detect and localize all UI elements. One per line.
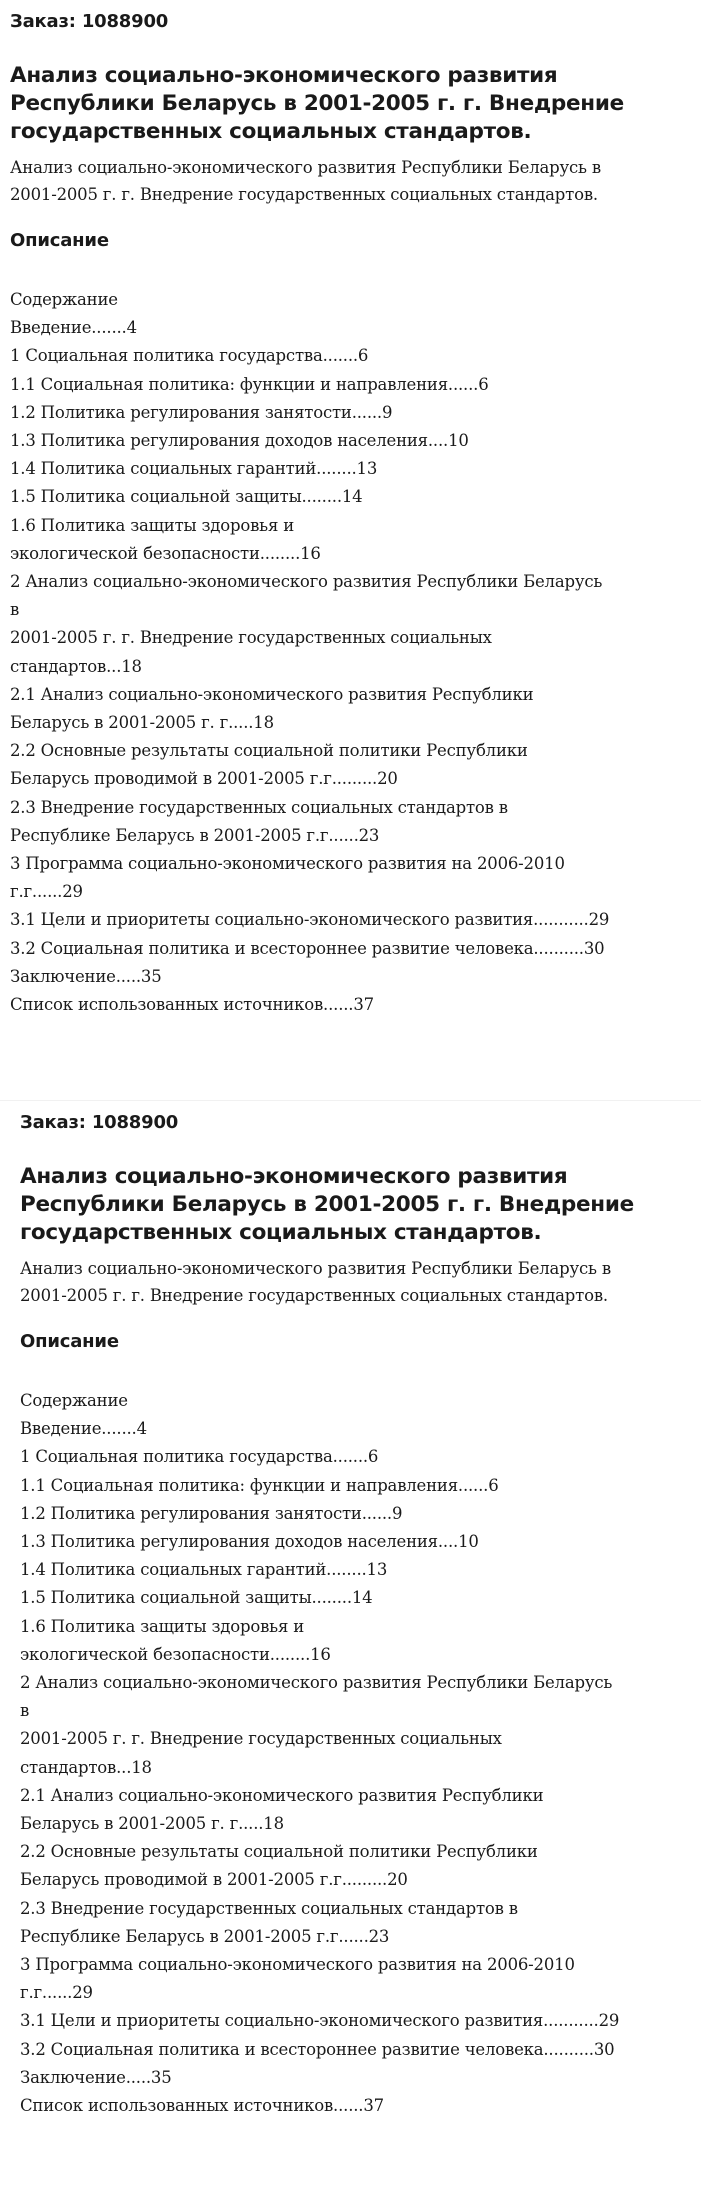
toc-line: 3.2 Социальная политика и всестороннее развитие человека..........30 (20, 2039, 615, 2059)
order-number: Заказ: 1088900 (10, 11, 169, 32)
order-number: Заказ: 1088900 (20, 1112, 179, 1133)
toc-line: 1.3 Политика регулирования доходов населения....10 (20, 1532, 479, 1552)
toc-line: экологической безопасности........16 (10, 543, 321, 563)
toc-line: 2 Анализ социально-экономического развития Республики Беларусь (20, 1673, 613, 1693)
toc-line: Республике Беларусь в 2001-2005 г.г......23 (10, 825, 380, 845)
toc-line: 1.6 Политика защиты здоровья и (20, 1616, 304, 1636)
toc-line: 3.1 Цели и приоритеты социально-экономического развития...........29 (10, 910, 610, 930)
toc-line: Заключение.....35 (10, 966, 162, 986)
toc-line: г.г......29 (20, 1983, 93, 2003)
toc-line: 1 Социальная политика государства.......6 (10, 346, 369, 366)
toc-line: 1.1 Социальная политика: функции и направления......6 (10, 374, 489, 394)
toc-line: Список использованных источников......37 (10, 995, 374, 1015)
toc-line: Беларусь проводимой в 2001-2005 г.г.........20 (10, 769, 398, 789)
toc-line: Беларусь в 2001-2005 г. г.....18 (20, 1814, 284, 1834)
description-heading: Описание (10, 230, 109, 251)
toc-line: 2.3 Внедрение государственных социальных стандартов в (10, 797, 508, 817)
toc-line: Содержание (20, 1391, 128, 1410)
toc-line: 1.4 Политика социальных гарантий........13 (20, 1560, 388, 1580)
document-title-line: Анализ социально-экономического развития (10, 63, 558, 88)
document-title-line: Республики Беларусь в 2001-2005 г. г. Внедрение (10, 91, 624, 116)
document-subtitle-line: 2001-2005 г. г. Внедрение государственных социальных стандартов. (20, 1286, 608, 1305)
toc-line: стандартов...18 (10, 656, 142, 676)
document-block-2 (0, 1100, 701, 2196)
toc-line: 2 Анализ социально-экономического развития Республики Беларусь (10, 572, 603, 592)
document-title (10, 62, 691, 146)
toc-line: 1.2 Политика регулирования занятости......9 (10, 402, 393, 422)
toc-line: 2.2 Основные результаты социальной политики Республики (20, 1842, 538, 1862)
document-subtitle (20, 1255, 691, 1309)
toc-line: Введение.......4 (10, 318, 137, 338)
toc-line: 3 Программа социально-экономического развития на 2006-2010 (20, 1955, 575, 1975)
document-subtitle (10, 154, 691, 208)
document-title-line: государственных социальных стандартов. (10, 119, 532, 144)
document-subtitle-line: Анализ социально-экономического развития Республики Беларусь в (20, 1259, 611, 1278)
toc-line: 2.3 Внедрение государственных социальных стандартов в (20, 1898, 518, 1918)
toc-line: Список использованных источников......37 (20, 2096, 384, 2116)
toc-line: 1.2 Политика регулирования занятости......9 (20, 1503, 403, 1523)
toc-line: 3 Программа социально-экономического развития на 2006-2010 (10, 854, 565, 874)
document-title-line: государственных социальных стандартов. (20, 1220, 542, 1245)
description-heading: Описание (20, 1331, 119, 1352)
toc-line: 1.4 Политика социальных гарантий........13 (10, 459, 378, 479)
toc-line: 2001-2005 г. г. Внедрение государственных социальных (20, 1729, 502, 1749)
toc-line: 2.2 Основные результаты социальной политики Республики (10, 741, 528, 761)
toc-line: в (10, 600, 20, 620)
toc-line: 1 Социальная политика государства.......6 (20, 1447, 379, 1467)
toc-line: Беларусь проводимой в 2001-2005 г.г.........20 (20, 1870, 408, 1890)
document-title-line: Республики Беларусь в 2001-2005 г. г. Внедрение (20, 1192, 634, 1217)
toc-line: Заключение.....35 (20, 2067, 172, 2087)
toc-line: г.г......29 (10, 882, 83, 902)
toc-line: Республике Беларусь в 2001-2005 г.г......23 (20, 1926, 390, 1946)
table-of-contents (20, 1387, 691, 2120)
toc-line: 1.5 Политика социальной защиты........14 (20, 1588, 373, 1608)
toc-line: 1.1 Социальная политика: функции и направления......6 (20, 1475, 499, 1495)
toc-line: экологической безопасности........16 (20, 1644, 331, 1664)
document-title (20, 1163, 691, 1247)
document-block-1 (0, 0, 701, 1080)
toc-line: Беларусь в 2001-2005 г. г.....18 (10, 713, 274, 733)
toc-line: 2.1 Анализ социально-экономического развития Республики (20, 1785, 544, 1805)
toc-line: 3.1 Цели и приоритеты социально-экономического развития...........29 (20, 2011, 620, 2031)
toc-line: 2.1 Анализ социально-экономического развития Республики (10, 684, 534, 704)
toc-line: стандартов...18 (20, 1757, 152, 1777)
toc-line: 3.2 Социальная политика и всестороннее развитие человека..........30 (10, 938, 605, 958)
toc-line: 2001-2005 г. г. Внедрение государственных социальных (10, 628, 492, 648)
table-of-contents (10, 286, 691, 1019)
toc-line: 1.6 Политика защиты здоровья и (10, 515, 294, 535)
document-title-line: Анализ социально-экономического развития (20, 1164, 568, 1189)
document-subtitle-line: Анализ социально-экономического развития Республики Беларусь в (10, 158, 601, 177)
toc-line: 1.3 Политика регулирования доходов населения....10 (10, 431, 469, 451)
toc-line: в (20, 1701, 30, 1721)
toc-line: Введение.......4 (20, 1419, 147, 1439)
toc-line: 1.5 Политика социальной защиты........14 (10, 487, 363, 507)
toc-line: Содержание (10, 290, 118, 309)
document-subtitle-line: 2001-2005 г. г. Внедрение государственных социальных стандартов. (10, 185, 598, 204)
